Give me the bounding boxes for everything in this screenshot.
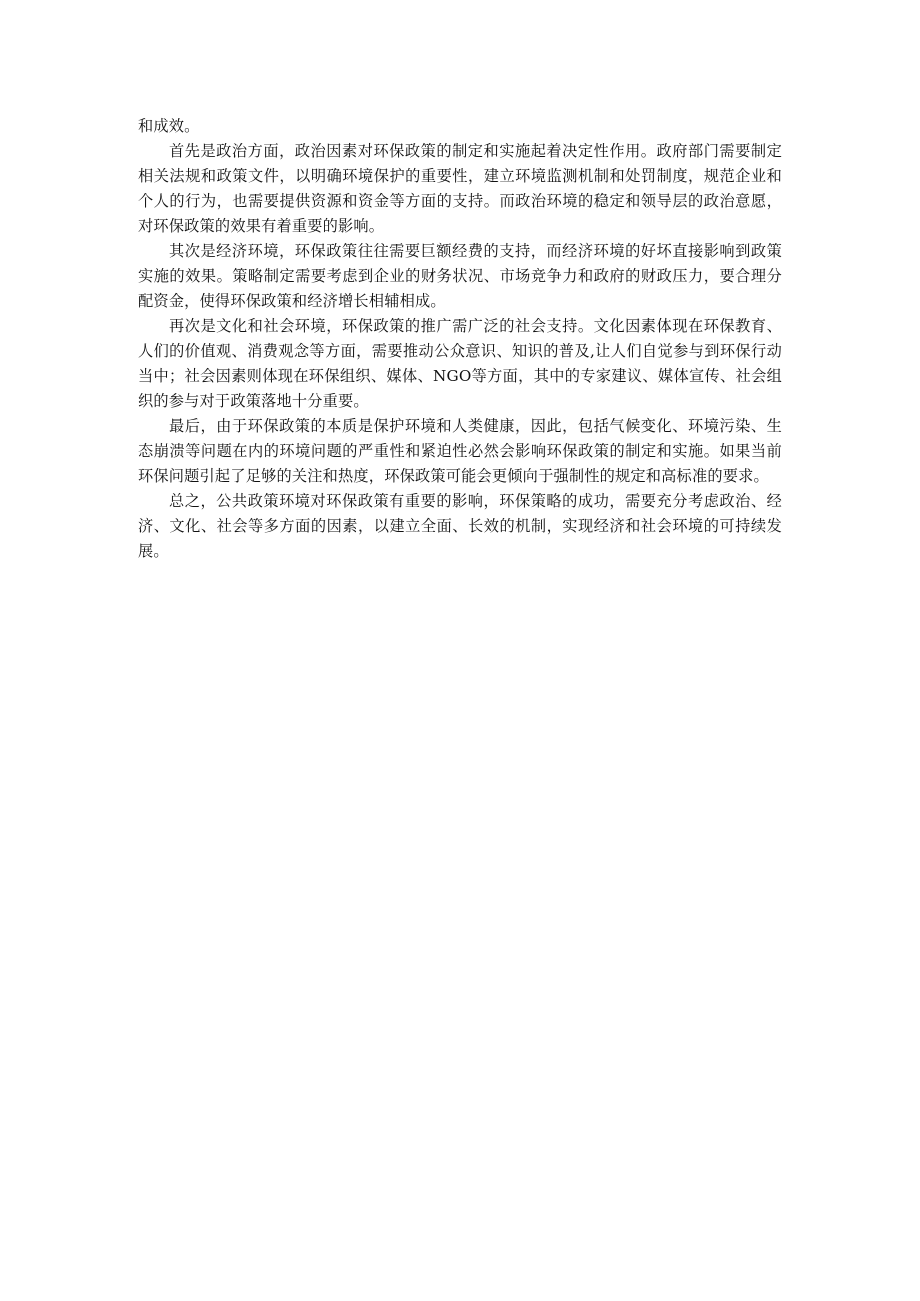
paragraph-political: 首先是政治方面，政治因素对环保政策的制定和实施起着决定性作用。政府部门需要制定相关法规和政策文件，以明确环境保护的重要性，建立环境监测机制和处罚制度，规范企业和个人的行为，也需要提供资源和资金等方面的支持。而政治环境的稳定和领导层的政治意愿，对环保政策的效果有着重要的影响。 <box>138 142 782 235</box>
paragraph-economic: 其次是经济环境，环保政策往往需要巨额经费的支持，而经济环境的好坏直接影响到政策实施的效果。策略制定需要考虑到企业的财务状况、市场竞争力和政府的财政压力，要合理分配资金，使得环保政策和经济增长相辅相成。 <box>138 242 782 310</box>
document-body <box>138 114 782 564</box>
paragraph-continuation: 和成效。 <box>138 117 200 135</box>
paragraph-cultural-social: 再次是文化和社会环境，环保政策的推广需广泛的社会支持。文化因素体现在环保教育、人们的价值观、消费观念等方面，需要推动公众意识、知识的普及,让人们自觉参与到环保行动当中；社会因素则体现在环保组织、媒体、NGO等方面，其中的专家建议、媒体宣传、社会组织的参与对于政策落地十分重要。 <box>138 317 782 410</box>
paragraph-conclusion: 总之，公共政策环境对环保政策有重要的影响，环保策略的成功，需要充分考虑政治、经济、文化、社会等多方面的因素，以建立全面、长效的机制，实现经济和社会环境的可持续发展。 <box>138 492 782 560</box>
paragraph-environmental: 最后，由于环保政策的本质是保护环境和人类健康，因此，包括气候变化、环境污染、生态崩溃等问题在内的环境问题的严重性和紧迫性必然会影响环保政策的制定和实施。如果当前环保问题引起了足够的关注和热度，环保政策可能会更倾向于强制性的规定和高标准的要求。 <box>138 417 782 485</box>
